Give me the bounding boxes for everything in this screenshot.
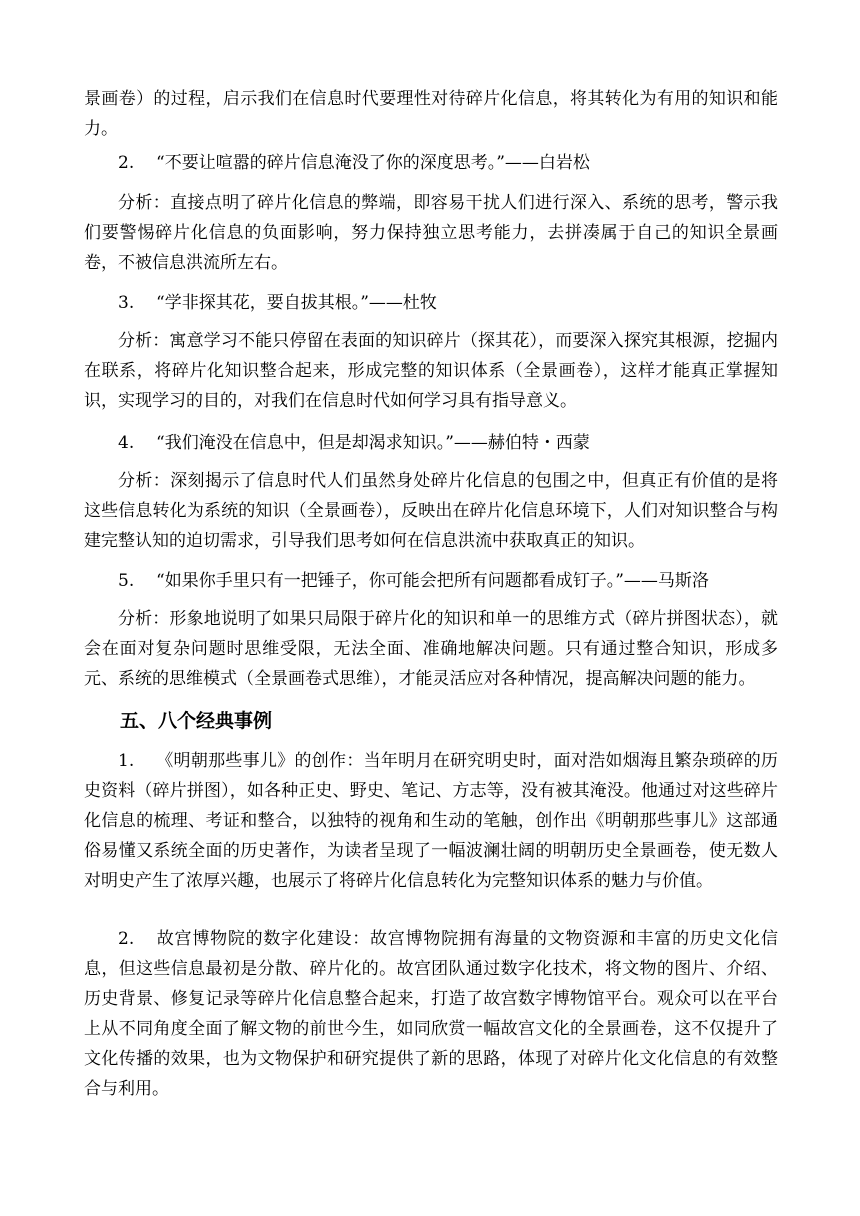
quote-4 — [84, 428, 778, 458]
quote-5-analysis-text: 分析：形象地说明了如果只局限于碎片化的知识和单一的思维方式（碎片拼图状态），就会在面对复杂问题时思维受限，无法全面、准确地解决问题。只有通过整合知识，形成多元、系统的思维模式（全景画卷式思维），才能灵活应对各种情况，提高解决问题的能力。 — [84, 609, 778, 689]
quote-2-text: “不要让喧嚣的碎片信息淹没了你的深度思考。”——白岩松 — [156, 153, 590, 173]
quote-2-analysis-text: 分析：直接点明了碎片化信息的弊端，即容易干扰人们进行深入、系统的思考，警示我们要警惕碎片化信息的负面影响，努力保持独立思考能力，去拼凑属于自己的知识全景画卷，不被信息洪流所左右。 — [84, 193, 778, 273]
quote-2-number: 2. — [118, 153, 135, 173]
quote-5-text: “如果你手里只有一把锤子，你可能会把所有问题都看成钉子。”——马斯洛 — [156, 571, 709, 591]
intro-text: 景画卷）的过程，启示我们在信息时代要理性对待碎片化信息，将其转化为有用的知识和能力。 — [84, 89, 778, 139]
quote-3 — [84, 288, 778, 318]
quote-4-analysis-text: 分析：深刻揭示了信息时代人们虽然身处碎片化信息的包围之中，但真正有价值的是将这些信息转化为系统的知识（全景画卷），反映出在碎片化信息环境下，人们对知识整合与构建完整认知的迫切需求，引导我们思考如何在信息洪流中获取真正的知识。 — [84, 471, 778, 551]
quote-2 — [84, 148, 778, 178]
quote-3-analysis — [84, 326, 778, 416]
case-1-number: 1. — [118, 751, 135, 771]
quote-4-text: “我们淹没在信息中，但是却渴求知识。”——赫伯特・西蒙 — [156, 433, 590, 453]
case-1-text: 《明朝那些事儿》的创作：当年明月在研究明史时，面对浩如烟海且繁杂琐碎的历史资料（碎片拼图），如各种正史、野史、笔记、方志等，没有被其淹没。他通过对这些碎片化信息的梳理、考证和整合，以独特的视角和生动的笔触，创作出《明朝那些事儿》这部通俗易懂又系统全面的历史著作，为读者呈现了一幅波澜壮阔的明朝历史全景画卷，使无数人对明史产生了浓厚兴趣，也展示了将碎片化信息转化为完整知识体系的魅力与价值。 — [84, 751, 778, 891]
quote-3-number: 3. — [118, 293, 135, 313]
quote-5-number: 5. — [118, 571, 135, 591]
quote-3-text: “学非探其花，要自拔其根。”——杜牧 — [156, 293, 437, 313]
section-heading: 五、八个经典事例 — [120, 710, 273, 732]
quote-3-analysis-text: 分析：寓意学习不能只停留在表面的知识碎片（探其花），而要深入探究其根源，挖掘内在联系，将碎片化知识整合起来，形成完整的知识体系（全景画卷），这样才能真正掌握知识，实现学习的目的，对我们在信息时代如何学习具有指导意义。 — [84, 331, 778, 411]
case-2-text: 故宫博物院的数字化建设：故宫博物院拥有海量的文物资源和丰富的历史文化信息，但这些信息最初是分散、碎片化的。故宫团队通过数字化技术，将文物的图片、介绍、历史背景、修复记录等碎片化信息整合起来，打造了故宫数字博物馆平台。观众可以在平台上从不同角度全面了解文物的前世今生，如同欣赏一幅故宫文化的全景画卷，这不仅提升了文化传播的效果，也为文物保护和研究提供了新的思路，体现了对碎片化文化信息的有效整合与利用。 — [84, 929, 778, 1099]
case-2-number: 2. — [118, 929, 135, 949]
case-1 — [84, 746, 778, 896]
case-2 — [84, 924, 778, 1104]
quote-4-analysis — [84, 466, 778, 556]
quote-5-analysis — [84, 604, 778, 694]
quote-2-analysis — [84, 188, 778, 278]
quote-5 — [84, 566, 778, 596]
quote-4-number: 4. — [118, 433, 135, 453]
intro-paragraph — [84, 84, 778, 144]
